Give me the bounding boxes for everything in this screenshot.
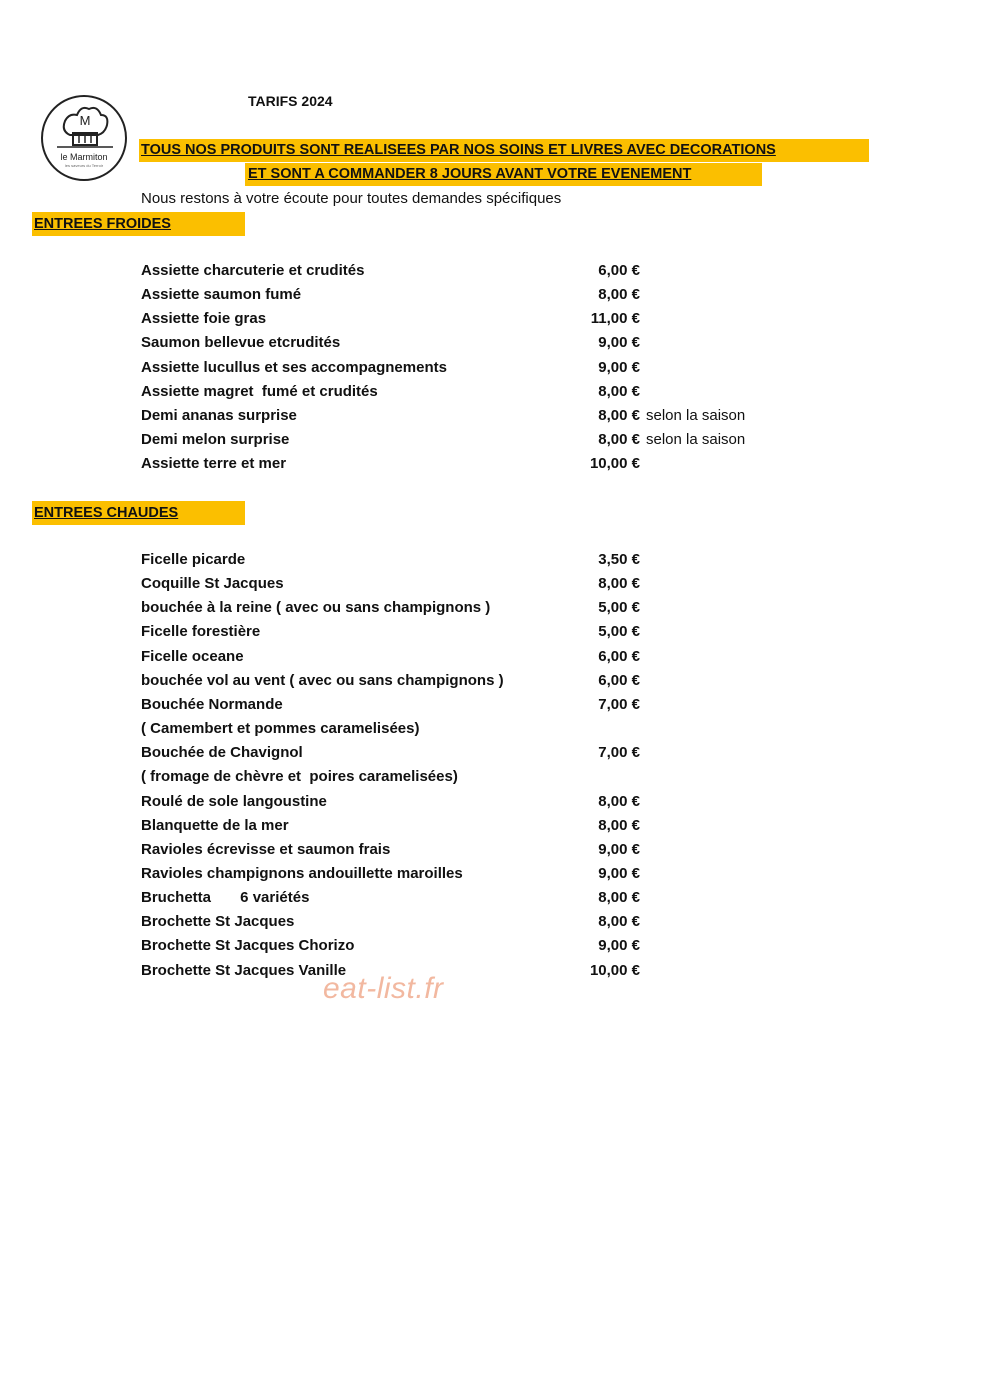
item-name: Assiette charcuterie et crudités	[141, 262, 365, 279]
item-name: Assiette terre et mer	[141, 455, 287, 473]
item-name: Demi melon surprise	[141, 431, 290, 449]
item-name: Bouchée Normande	[141, 695, 283, 713]
item-name: ( fromage de chèvre et poires caramelisées)	[141, 768, 458, 786]
item-price: 5,00 €	[598, 623, 640, 641]
section-title-entrees-chaudes: ENTREES CHAUDES	[32, 501, 245, 525]
watermark: eat-list.fr	[323, 972, 444, 1005]
logo-name: le Marmiton	[60, 152, 108, 162]
item-name: Brochette St Jacques	[141, 913, 295, 931]
item-name: Blanquette de la mer	[141, 816, 289, 834]
page-title: TARIFS 2024	[248, 93, 333, 109]
item-name: Assiette foie gras	[141, 310, 267, 328]
item-name: Ficelle oceane	[141, 647, 244, 665]
item-name: Ficelle forestière	[141, 623, 261, 641]
item-price: 6,00 €	[598, 647, 640, 665]
logo	[41, 95, 127, 181]
item-price: 5,00 €	[598, 599, 640, 617]
item-price: 7,00 €	[598, 695, 640, 713]
item-price: 8,00 €	[598, 913, 640, 931]
item-note: selon la saison	[646, 406, 746, 424]
item-price: 11,00 €	[590, 310, 640, 328]
item-price: 7,00 €	[598, 744, 640, 762]
item-name: Ravioles champignons andouillette maroilles	[141, 864, 463, 882]
item-price: 3,50 €	[598, 551, 640, 568]
item-name: ( Camembert et pommes caramelisées)	[141, 720, 420, 738]
item-name: Ravioles écrevisse et saumon frais	[141, 840, 391, 858]
item-price: 8,00 €	[598, 286, 640, 304]
item-price: 6,00 €	[598, 671, 640, 689]
item-note: selon la saison	[646, 431, 746, 449]
logo-letter: M	[79, 113, 91, 128]
item-price: 9,00 €	[598, 937, 640, 955]
item-name: Ficelle picarde	[141, 551, 246, 568]
item-price: 8,00 €	[598, 382, 640, 400]
item-price: 8,00 €	[598, 575, 640, 593]
item-price: 10,00 €	[589, 961, 640, 979]
item-name: bouchée à la reine ( avec ou sans champignons )	[141, 599, 491, 617]
item-price: 9,00 €	[598, 840, 640, 858]
item-name: Brochette St Jacques Chorizo	[141, 937, 355, 955]
item-name: Bouchée de Chavignol	[141, 744, 303, 762]
item-price: 9,00 €	[598, 334, 640, 352]
item-price: 9,00 €	[598, 358, 640, 376]
item-name: Assiette lucullus et ses accompagnements	[141, 358, 447, 376]
item-name: Assiette magret fumé et crudités	[141, 382, 378, 400]
banner-line-2: ET SONT A COMMANDER 8 JOURS AVANT VOTRE EVENEMENT	[245, 163, 762, 186]
item-price: 8,00 €	[598, 431, 640, 449]
item-name: Saumon bellevue etcrudités	[141, 334, 341, 352]
banner-line-1: TOUS NOS PRODUITS SONT REALISEES PAR NOS SOINS ET LIVRES AVEC DECORATIONS	[139, 139, 869, 162]
item-price: 9,00 €	[598, 864, 640, 882]
item-name: Assiette saumon fumé	[141, 286, 302, 304]
item-price: 8,00 €	[598, 792, 640, 810]
item-name: bouchée vol au vent ( avec ou sans champignons )	[141, 671, 504, 689]
item-price: 6,00 €	[598, 262, 640, 279]
logo-tagline: les saveurs du Terroir	[64, 163, 104, 168]
item-name: Brochette St Jacques Vanille	[141, 961, 347, 979]
section-title-entrees-froides: ENTREES FROIDES	[32, 212, 245, 236]
intro-text: Nous restons à votre écoute pour toutes demandes spécifiques	[141, 190, 562, 207]
item-name: Bruchetta 6 variétés	[141, 889, 310, 907]
item-name: Coquille St Jacques	[141, 575, 284, 593]
item-name: Roulé de sole langoustine	[141, 792, 327, 810]
item-name: Demi ananas surprise	[141, 406, 297, 424]
item-price: 10,00 €	[589, 455, 640, 473]
item-price: 8,00 €	[598, 889, 640, 907]
item-price: 8,00 €	[598, 406, 640, 424]
item-price: 8,00 €	[598, 816, 640, 834]
